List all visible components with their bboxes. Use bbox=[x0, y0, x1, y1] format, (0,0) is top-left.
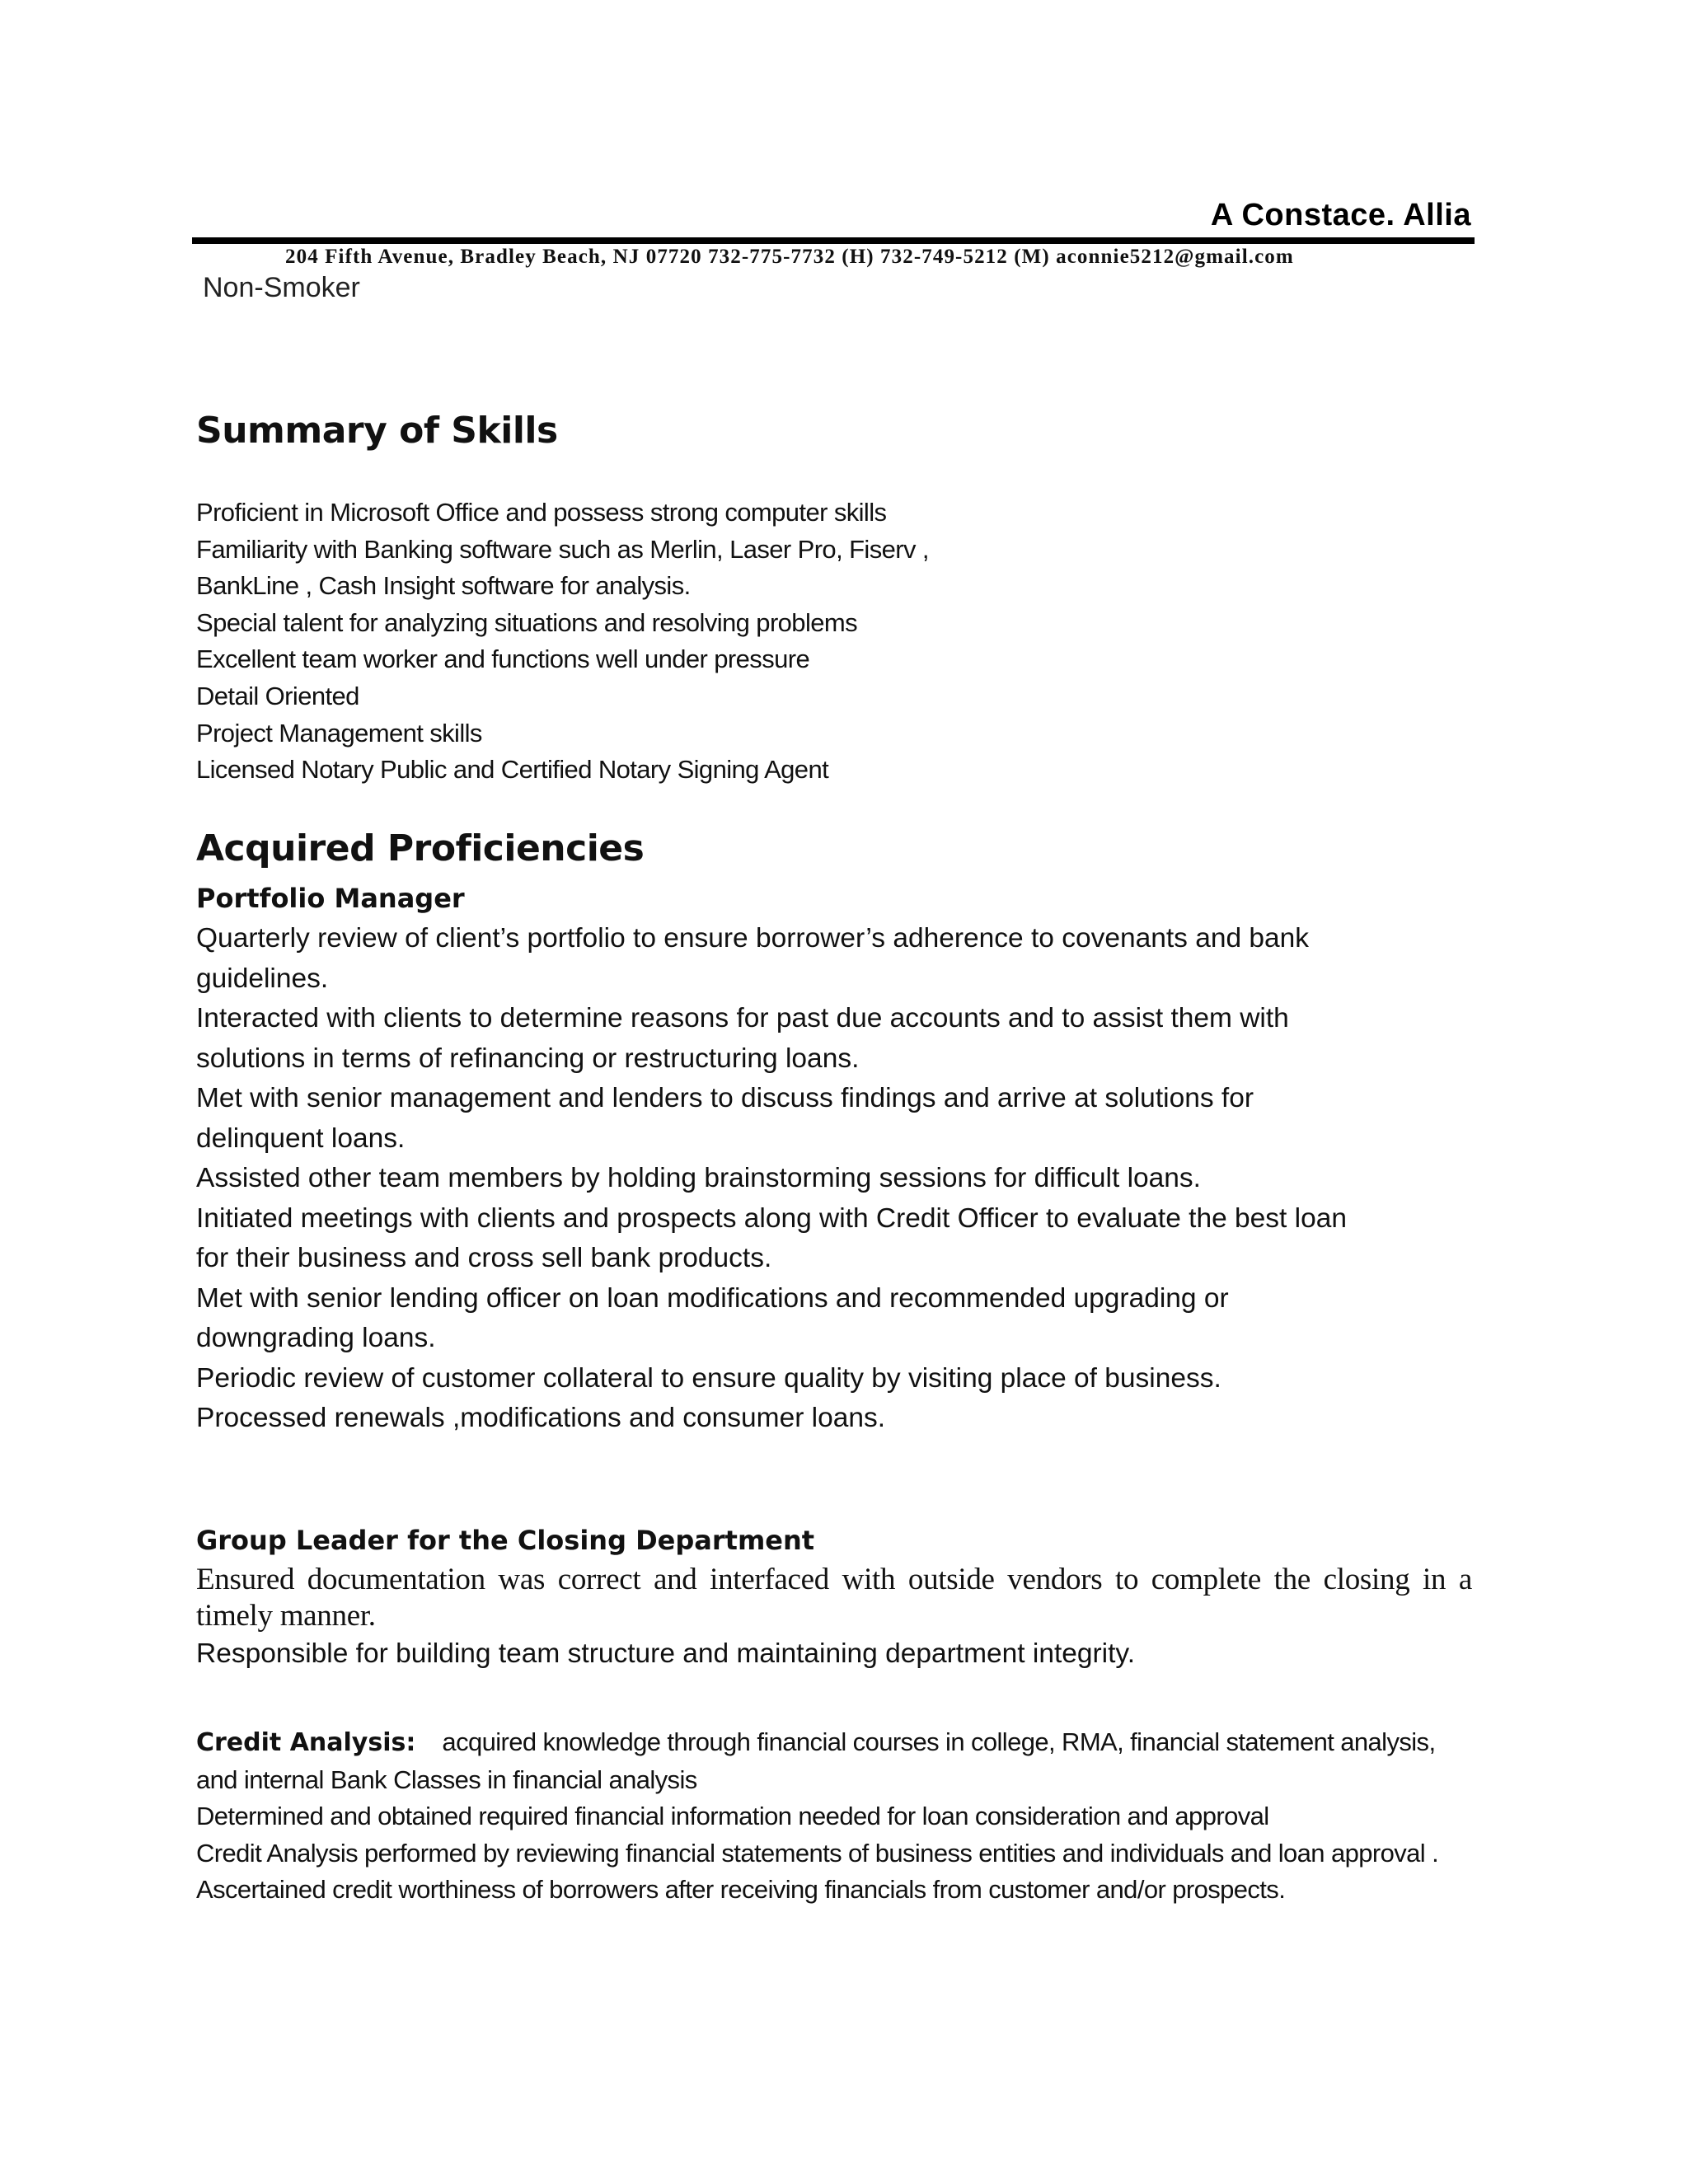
list-item: solutions in terms of refinancing or restructuring loans. bbox=[196, 1043, 860, 1074]
proficiencies-heading: Acquired Proficiencies bbox=[196, 827, 645, 869]
skills-heading: Summary of Skills bbox=[196, 410, 558, 452]
credit-analysis-block bbox=[196, 1724, 1482, 1909]
portfolio-manager-title: Portfolio Manager bbox=[196, 883, 465, 914]
header-rule bbox=[192, 237, 1475, 244]
list-item: Assisted other team members by holding brainstorming sessions for difficult loans. bbox=[196, 1163, 1201, 1193]
list-item: Project Management skills bbox=[196, 718, 482, 748]
list-item: Licensed Notary Public and Certified Notary Signing Agent bbox=[196, 755, 829, 785]
list-item: Met with senior management and lenders to discuss findings and arrive at solutions for bbox=[196, 1083, 1254, 1113]
group-leader-title: Group Leader for the Closing Department bbox=[196, 1525, 815, 1556]
list-item: Periodic review of customer collateral to ensure quality by visiting place of business. bbox=[196, 1362, 1221, 1394]
list-item: downgrading loans. bbox=[196, 1323, 436, 1353]
list-item: Excellent team worker and functions well under pressure bbox=[196, 644, 810, 674]
list-item: for their business and cross sell bank products. bbox=[196, 1243, 772, 1273]
applicant-name: A Constace. Allia bbox=[1210, 198, 1471, 232]
list-item: BankLine , Cash Insight software for analysis. bbox=[196, 571, 691, 601]
list-item: guidelines. bbox=[196, 963, 329, 994]
credit-analysis-label: Credit Analysis: bbox=[196, 1728, 416, 1757]
list-item: Quarterly review of client’s portfolio to ensure borrower’s adherence to covenants and bank bbox=[196, 923, 1310, 954]
list-item: Initiated meetings with clients and prospects along with Credit Officer to evaluate the best loan bbox=[196, 1202, 1347, 1234]
portfolio-manager-list bbox=[196, 919, 1347, 1439]
list-item: Familiarity with Banking software such as Merlin, Laser Pro, Fiserv , bbox=[196, 534, 929, 564]
contact-address: 204 Fifth Avenue, Bradley Beach, NJ 07720 732-775-7732 (H) 732-749-5212 (M) aconnie5212@gmail.com bbox=[285, 246, 1294, 268]
skills-list bbox=[196, 494, 929, 789]
list-item: Met with senior lending officer on loan modifications and recommended upgrading or bbox=[196, 1282, 1229, 1314]
group-leader-paragraph: Ensured documentation was correct and interfaced with outside vendors to complete the closing in a timely manner. bbox=[196, 1563, 1472, 1633]
list-item: Processed renewals ,modifications and consumer loans. bbox=[196, 1403, 886, 1433]
credit-analysis-text: acquired knowledge through financial courses in college, RMA, financial statement analysis, and internal Bank Classes in financial analysis bbox=[196, 1727, 1436, 1794]
list-item: Detail Oriented bbox=[196, 681, 359, 710]
non-smoker-note: Non-Smoker bbox=[203, 272, 360, 303]
credit-analysis-line: Determined and obtained required financial information needed for loan consideration and approval bbox=[196, 1802, 1269, 1830]
list-item: delinquent loans. bbox=[196, 1122, 406, 1154]
list-item: Proficient in Microsoft Office and possess strong computer skills bbox=[196, 498, 887, 527]
group-leader-line: Responsible for building team structure and maintaining department integrity. bbox=[196, 1638, 1135, 1669]
list-item: Special talent for analyzing situations and resolving problems bbox=[196, 607, 857, 637]
credit-analysis-line: Credit Analysis performed by reviewing financial statements of business entities and individuals and loan approval . Ascertained credit worthiness of borrowers after receiving financials from customer and/or prospects. bbox=[196, 1838, 1439, 1904]
list-item: Interacted with clients to determine reasons for past due accounts and to assist them with bbox=[196, 1003, 1289, 1033]
